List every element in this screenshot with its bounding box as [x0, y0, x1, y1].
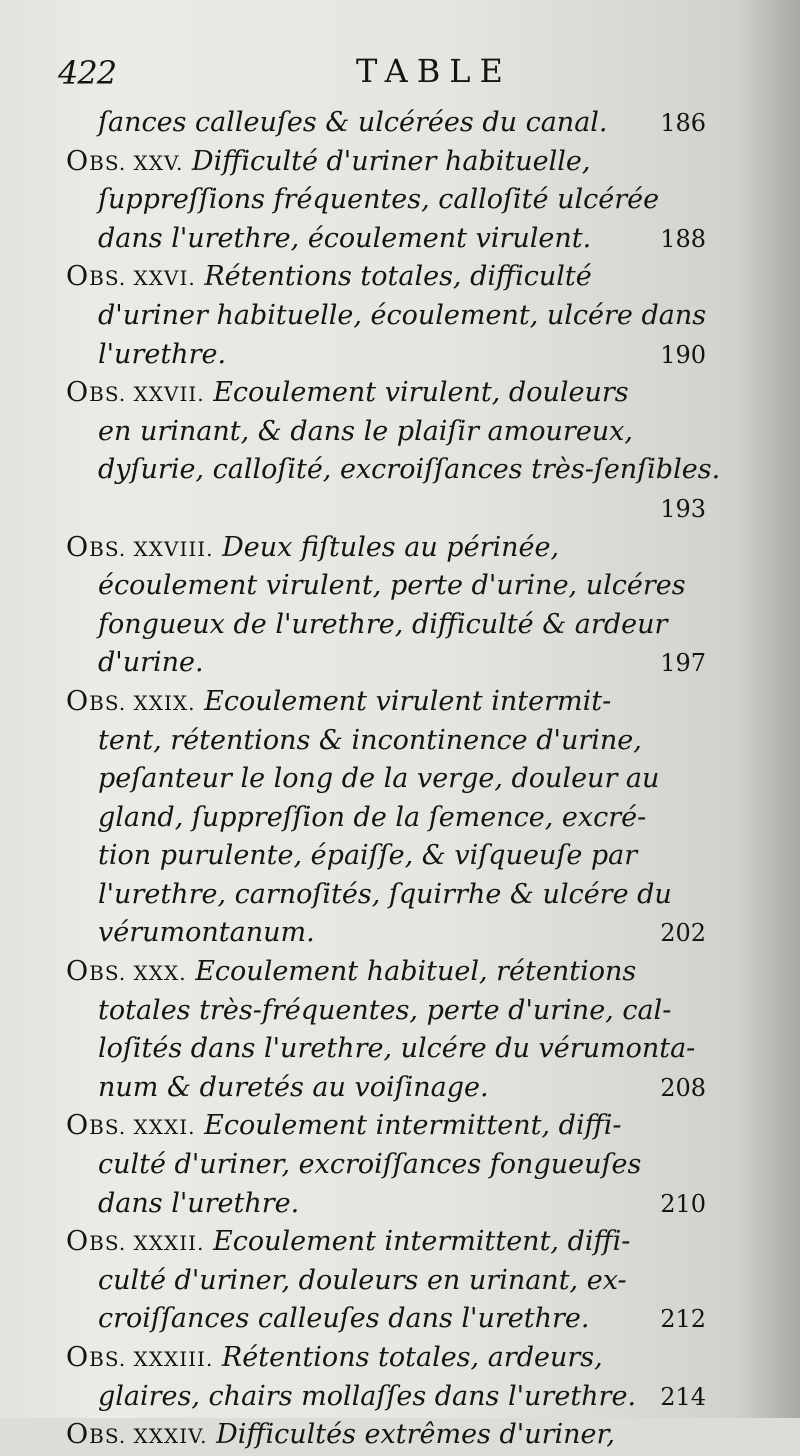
entry-description: tion purulente, épaiſſe, & viſqueuſe par — [98, 840, 638, 872]
observation-label-initial: O — [66, 1226, 90, 1258]
observation-label — [66, 377, 205, 408]
observation-label-initial: O — [66, 1342, 90, 1373]
index-entry — [66, 1339, 706, 1416]
entry-description: Ecoulement virulent, douleurs — [213, 377, 629, 409]
index-entry — [66, 374, 721, 528]
running-title: TABLE — [356, 52, 512, 90]
entry-description: dyſurie, calloſité, excroiſſances très-ſenſibles. — [98, 454, 721, 486]
entry-description: totales très-fréquentes, perte d'urine, cal- — [98, 994, 672, 1026]
entry-line — [66, 1069, 706, 1108]
index-entry — [66, 529, 706, 683]
entry-text — [98, 1146, 706, 1185]
entry-line — [66, 606, 706, 645]
entry-line — [66, 1223, 706, 1262]
entry-description: tent, rétentions & incontinence d'urine, — [98, 724, 642, 756]
entry-text — [66, 1223, 706, 1262]
entry-text — [66, 143, 706, 182]
observation-label-rest: BS. XXVI. — [89, 266, 196, 291]
entry-page-number: 193 — [660, 494, 706, 523]
entry-line — [66, 181, 706, 220]
entry-description: gland, ſuppreſſion de la ſemence, excré- — [98, 801, 647, 833]
entry-text — [66, 529, 706, 568]
entry-line — [66, 220, 706, 259]
page-number: 422 — [58, 54, 117, 92]
index-entry — [66, 1107, 706, 1223]
entry-line — [66, 876, 706, 915]
entry-text — [66, 258, 706, 297]
entry-description: loſités dans l'urethre, ulcére du vérumonta- — [98, 1033, 696, 1065]
entry-text — [66, 683, 706, 722]
entry-text — [66, 1107, 706, 1146]
entry-description: Ecoulement intermittent, diffi- — [204, 1110, 622, 1142]
entry-line — [66, 1185, 706, 1224]
entry-text — [98, 992, 706, 1031]
index-entry — [66, 683, 706, 953]
entry-page-number: 202 — [660, 919, 706, 948]
entry-description: écoulement virulent, perte d'urine, ulcéres — [98, 570, 686, 602]
entry-line — [66, 529, 706, 568]
entry-line — [66, 336, 706, 375]
entry-line — [66, 567, 706, 606]
observation-label-rest: BS. XXVIII. — [89, 536, 214, 561]
observation-label-initial: O — [66, 261, 90, 293]
entry-description: Difficulté d'uriner habituelle, — [191, 145, 591, 177]
observation-label — [66, 956, 187, 987]
entry-line — [66, 1416, 706, 1455]
entry-line — [66, 1300, 706, 1339]
entry-text — [98, 1069, 650, 1108]
index-entry — [66, 143, 706, 259]
entry-line — [66, 644, 706, 683]
entry-description: croiſſances calleuſes dans l'urethre. — [98, 1303, 590, 1335]
entry-description: d'urine. — [98, 647, 204, 679]
index-entry — [66, 1223, 706, 1339]
entry-line — [66, 258, 706, 297]
entry-description: Rétentions totales, difficulté — [204, 261, 592, 293]
observation-label-rest: BS. XXIX. — [89, 690, 196, 715]
entry-text — [98, 220, 650, 259]
observation-label — [66, 686, 196, 717]
entry-description: Ecoulement intermittent, diffi- — [213, 1226, 631, 1258]
entry-text — [98, 837, 706, 876]
entry-text — [98, 181, 706, 220]
entry-page-number: 212 — [660, 1305, 706, 1334]
observation-label — [66, 1226, 204, 1257]
page-header — [58, 50, 758, 96]
entry-line — [66, 760, 706, 799]
index-entry — [66, 258, 706, 374]
entry-text — [98, 451, 720, 490]
observation-label-initial: O — [66, 1110, 90, 1142]
entry-line — [66, 451, 721, 490]
observation-label-rest: BS. XXVII. — [89, 382, 205, 407]
entry-page-number: 210 — [660, 1189, 706, 1218]
entry-text — [66, 1416, 706, 1455]
entry-text — [98, 336, 650, 375]
entry-page-number: 186 — [660, 109, 706, 137]
entry-line — [66, 914, 706, 953]
entry-line — [66, 683, 706, 722]
entry-text — [98, 1030, 706, 1069]
entry-text — [98, 1185, 650, 1224]
entry-page-number: 208 — [660, 1073, 706, 1102]
entry-description: peſanteur le long de la verge, douleur au — [98, 763, 660, 795]
entry-description: culté d'uriner, excroiſſances fongueuſes — [98, 1149, 642, 1181]
entry-line — [66, 104, 706, 143]
entry-description: Ecoulement habituel, rétentions — [195, 956, 637, 988]
index-entry — [66, 1416, 706, 1455]
entry-text — [98, 1262, 706, 1301]
entry-description: culté d'uriner, douleurs en urinant, ex- — [98, 1264, 627, 1296]
observation-label-initial: O — [66, 956, 90, 988]
entry-description: l'urethre. — [98, 338, 227, 370]
index-entry — [66, 104, 706, 143]
entry-text — [66, 953, 706, 992]
entry-text — [98, 567, 706, 606]
entry-description: vérumontanum. — [98, 917, 315, 949]
entry-description: Ecoulement virulent intermit- — [204, 685, 612, 717]
entry-description: dans l'urethre. — [98, 1187, 300, 1219]
entry-line — [66, 1030, 706, 1069]
entry-description: ſances calleuſes & ulcérées du canal. — [98, 107, 608, 138]
observation-label — [66, 1419, 207, 1450]
table-of-observations — [66, 104, 721, 1455]
entry-line — [66, 297, 706, 336]
observation-label — [66, 1110, 196, 1141]
observation-label-initial: O — [66, 531, 90, 563]
entry-text — [98, 1300, 650, 1339]
entry-line — [66, 1262, 706, 1301]
observation-label-initial: O — [66, 145, 90, 177]
entry-description: num & duretés au voiſinage. — [98, 1071, 489, 1103]
observation-label-rest: BS. XXXIV. — [89, 1424, 208, 1449]
observation-label-rest: BS. XXXIII. — [89, 1347, 214, 1371]
entry-text — [98, 413, 706, 452]
entry-line — [66, 1339, 706, 1378]
entry-text — [98, 606, 706, 645]
entry-text — [98, 1378, 650, 1417]
entry-line — [66, 837, 706, 876]
observation-label-rest: BS. XXXII. — [89, 1231, 205, 1256]
entry-line — [66, 1146, 706, 1185]
entry-description: l'urethre, carnoſités, ſquirrhe & ulcére du — [98, 878, 672, 910]
observation-label-initial: O — [66, 377, 90, 409]
entry-description: d'uriner habituelle, écoulement, ulcére dans — [98, 299, 707, 331]
entry-text — [98, 104, 650, 143]
entry-line — [66, 992, 706, 1031]
entry-text — [98, 914, 650, 953]
entry-line — [66, 490, 706, 529]
entry-line — [66, 143, 706, 182]
entry-description: fongueux de l'urethre, difficulté & ardeur — [98, 608, 668, 640]
entry-text — [66, 1339, 706, 1378]
entry-page-number: 188 — [660, 224, 706, 253]
entry-description: Difficultés extrêmes d'uriner, — [216, 1419, 616, 1451]
observation-label-initial: O — [66, 1419, 90, 1451]
index-entry — [66, 953, 706, 1107]
entry-text — [98, 876, 706, 915]
entry-line — [66, 1107, 706, 1146]
entry-text — [66, 374, 706, 413]
entry-description: glaires, chairs mollaſſes dans l'urethre. — [98, 1380, 637, 1412]
observation-label-initial: O — [66, 685, 90, 717]
observation-label — [66, 1342, 213, 1373]
observation-label-rest: BS. XXX. — [89, 961, 187, 986]
entry-text — [98, 644, 650, 683]
entry-text — [98, 297, 706, 336]
observation-label-rest: BS. XXXI. — [89, 1115, 196, 1140]
observation-label — [66, 261, 196, 292]
entry-line — [66, 722, 706, 761]
observation-label — [66, 532, 214, 563]
entry-text — [98, 799, 706, 838]
entry-description: Deux fiſtules au périnée, — [222, 531, 560, 563]
entry-line — [66, 1378, 706, 1417]
entry-page-number: 214 — [660, 1382, 706, 1411]
entry-description: Rétentions totales, ardeurs, — [221, 1342, 603, 1373]
entry-line — [66, 799, 706, 838]
entry-description: en urinant, & dans le plaiſir amoureux, — [98, 415, 633, 447]
entry-line — [66, 374, 706, 413]
observation-label-rest: BS. XXV. — [89, 150, 184, 175]
entry-page-number: 197 — [660, 649, 706, 678]
entry-text — [98, 760, 706, 799]
entry-page-number: 190 — [660, 340, 706, 369]
entry-text — [98, 722, 706, 761]
entry-description: dans l'urethre, écoulement virulent. — [98, 222, 592, 254]
observation-label — [66, 146, 183, 177]
entry-description: ſuppreſſions fréquentes, calloſité ulcérée — [98, 184, 660, 216]
entry-line — [66, 953, 706, 992]
entry-line — [66, 413, 706, 452]
